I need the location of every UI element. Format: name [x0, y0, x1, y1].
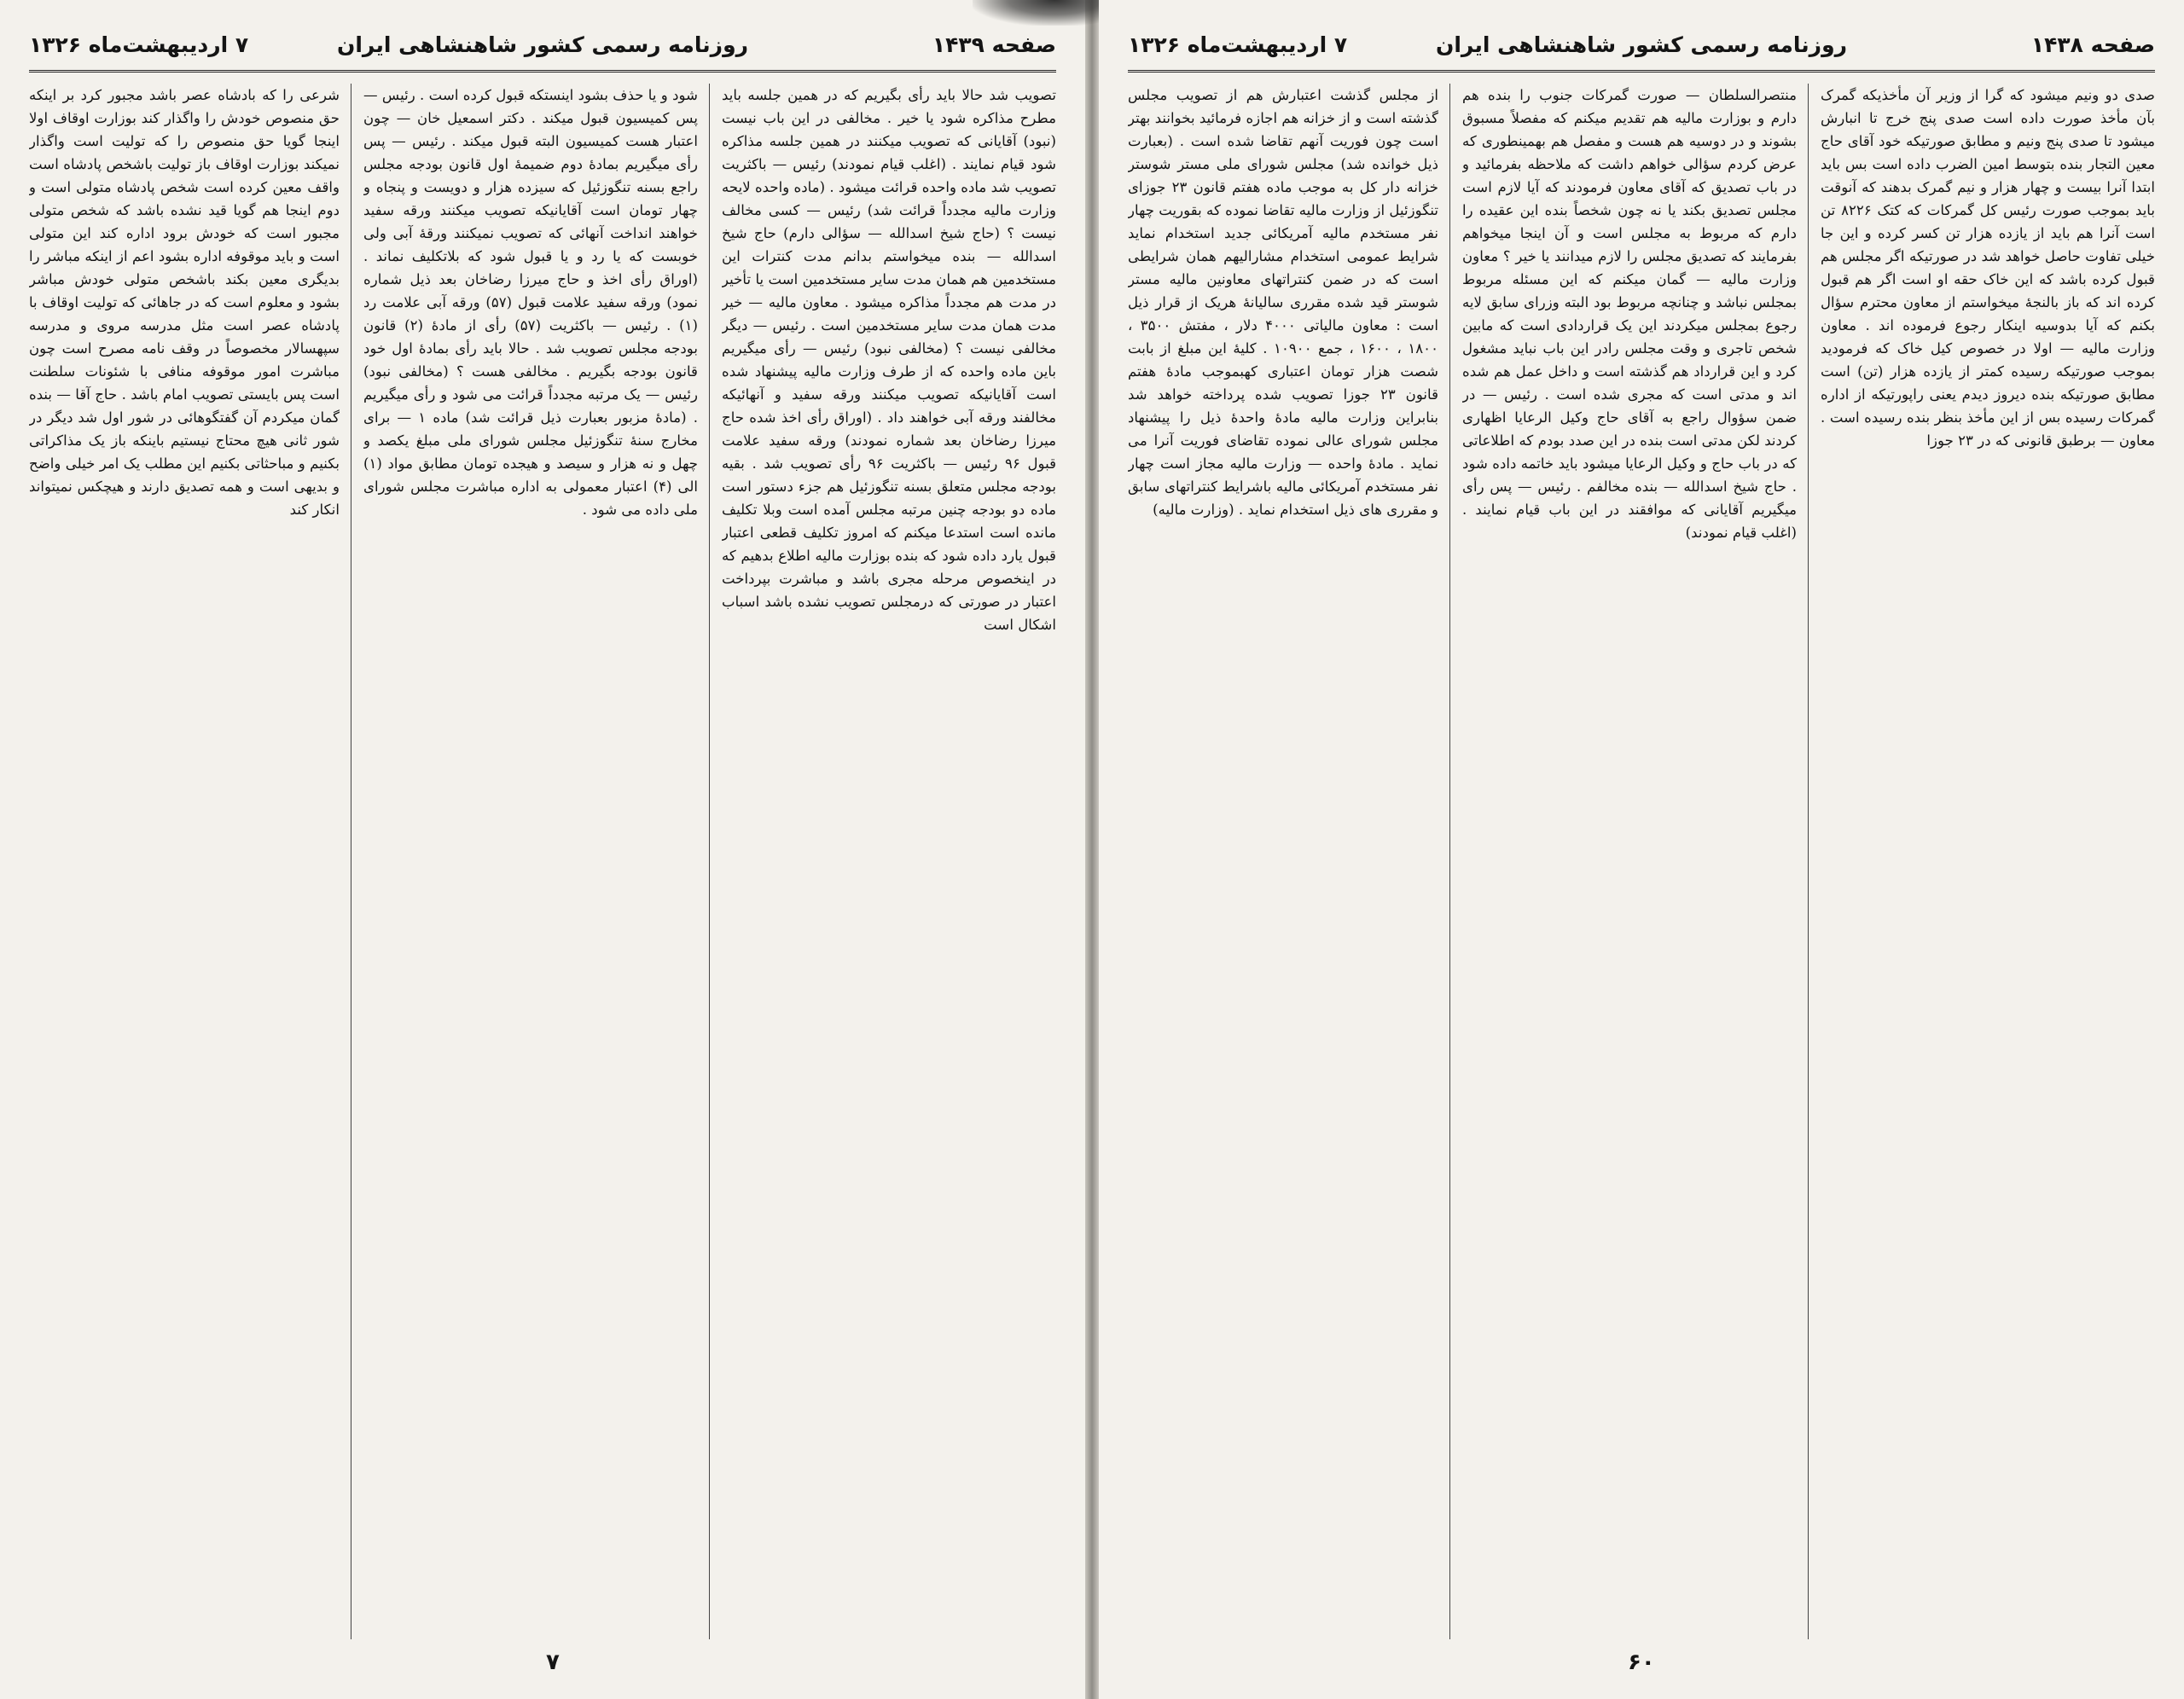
binding-gutter: [1085, 0, 1099, 1699]
right-column-1-text: صدی دو ونیم میشود که گرا از وزیر آن مأخذیکه گمرک بآن مأخذ صورت داده است صدی پنج خرج تا انبارش میشود تا صدی پنج ونیم و مطابق صورتیکه خود آقای حاج معین التجار بنده بتوسط امین الضرب داده است بس باید ابتدا آنرا بیست و چهار هزار و نیم گمرک بدهند که آنوقت باید بموجب صورت رئیس کل گمرکات که کتک ۸۲۲۶ تن است آنرا هم باید از یازده هزار تن کسر کرده و این جا خیلی تفاوت حاصل خواهد شد در صورتیکه اگر مجلس هم قبول کرده باشد که این خاک حقه او است اگر هم قبول کرده اند که باز بالنجهٔ میخواستم از معاون محترم سؤال بکنم که آیا بدوسیه اینکار رجوع فرموده اند . معاون وزارت مالیه — اولا در خصوص کیل خاک که فرمودید بموجب صورتیکه رسیده کمتر از یازده هزار (تن) است مطابق صورتیکه بنده دیروز دیدم یعنی راپورتیکه از اداره گمرکات رسیده بس از این مأخذ بنظر بنده رسیده است . معاون — برطبق قانونی که در ۲۳ جوزا: [1821, 87, 2155, 449]
left-header-title: روزنامه رسمی کشور شاهنشاهی ایران: [336, 32, 749, 57]
left-header-date: ۷ اردیبهشت‌ماه ۱۳۲۶: [29, 32, 249, 57]
right-header-title: روزنامه رسمی کشور شاهنشاهی ایران: [1435, 32, 1848, 57]
right-column-3-text: از مجلس گذشت اعتبارش هم از تصویب مجلس گذشته است و از خزانه هم اجازه فرمائید بخوانند بهتر است چون فوریت آنهم تقاضا شده است . (بعبارت ذیل خوانده شد) مجلس شورای ملی مستر شوستر خزانه دار کل به موجب ماده هفتم قانون ۲۳ جوزای تنگوزئیل از وزارت مالیه تقاضا نموده که بقوریت چهار نفر مستخدم مالیه آمریکائی جدید استخدام نماید شرایط عمومی استخدام مشارالیهم همان شرایطی است که در ضمن کنتراتهای معاونین مالیه مستر شوستر قید شده مقرری سالیانهٔ هریک از قرار ذیل است : معاون مالیاتی ۴۰۰۰ دلار ، مفتش ۳۵۰۰ ، ۱۸۰۰ ، ۱۶۰۰ ، جمع ۱۰۹۰۰ . کلیهٔ این مبلغ از بابت شصت هزار تومان اعتباری کهبموجب مادهٔ هفتم قانون ۲۳ جوزا تصویب شده پرداخته خواهد شد بنابراین وزارت مالیه مادهٔ واحدهٔ ذیل را پیشنهاد مجلس شورای عالی نموده تقاضای فوریت آنرا می نماید . مادهٔ واحده — وزارت مالیه مجاز است چهار نفر مستخدم آمریکائی مالیه باشرایط کنتراتهای سابق و مقرری های ذیل استخدام نماید . (وزارت مالیه): [1128, 87, 1438, 518]
left-column-3: [29, 84, 340, 1639]
left-header-page-label: صفحه ۱۴۳۹: [932, 32, 1056, 57]
left-column-2: [363, 84, 698, 1639]
left-page-folio: ۷: [546, 1650, 560, 1675]
left-column-1-text: تصویب شد حالا باید رأی بگیریم که در همین جلسه باید مطرح مذاکره شود یا خیر . مخالفی در این باب نیست (نبود) آقایانی که تصویب میکنند در همین جلسه مذاکره شود قیام نمایند . (اغلب قیام نمودند) رئیس — باکثریت تصویب شد ماده واحده قرائت میشود . (ماده واحده لایحه وزارت مالیه مجدداً قرائت شد) رئیس — کسی مخالف نیست ؟ (حاج شیخ اسدالله — سؤالی دارم) حاج شیخ اسدالله — بنده میخواستم بدانم مدت کنترات این مستخدمین هم همان مدت سایر مستخدمین است یا تأخیر در مدت هم مجدداً مذاکره میشود . معاون مالیه — خیر مدت همان مدت سایر مستخدمین است . رئیس — دیگر مخالفی نیست ؟ (مخالفی نبود) رئیس — رأی میگیریم باین ماده واحده که از طرف وزارت مالیه پیشنهاد شده است آقایانیکه تصویب میکنند ورقه سفید و آنهائیکه مخالفند ورقه آبی خواهند داد . (اوراق رأی اخذ شده حاج میرزا رضاخان بعد شماره نمودند) ورقه سفید علامت قبول ۹۶ رئیس — باکثریت ۹۶ رأی تصویب شد . بقیه بودجه مجلس متعلق بسنه تنگوزئیل هم جزء دستور است ماده دو بودجه چنین مرتبه مجلس آمده است وبلا تکلیف مانده است استدعا میکنم که امروز تکلیف قطعی اعتبار قبول یارد داده شود که بنده بوزارت مالیه اطلاع بدهیم که در اینخصوص مرحله مجری باشد و مباشرت بپرداخت اعتبار در صورتی که درمجلس تصویب نشده باشد اسباب اشکال است: [722, 87, 1056, 633]
right-page: [1099, 0, 2184, 1699]
left-page: [0, 0, 1085, 1699]
right-columns: [1128, 84, 2155, 1639]
right-column-2-text: منتصرالسلطان — صورت گمرکات جنوب را بنده هم دارم و بوزارت مالیه هم تقدیم میکنم که مفصلاً مسبوق بشوند و در دوسیه هم هست و مفصل هم بهمینطوری که عرض کردم سؤالی خواهم داشت که ملاحظه بفرمائید و در باب تصدیق که آقای معاون فرمودند که آیا لازم است مجلس تصدیق بکند یا نه چون شخصاً بنده این عقیده را دارم که مربوط به مجلس است و آن اینجا میخواهم بفرمایند که تصدیق مجلس را لازم میدانند یا خیر ؟ معاون وزارت مالیه — گمان میکنم که این مسئله مربوط بمجلس نباشد و چنانچه مربوط بود البته وزرای سابق لایه رجوع بمجلس میکردند این یک قراردادی است که مابین شخص تاجری و وقت مجلس رادر این باب نباید مشغول کرد و این قرارداد هم گذشته است و داخل عمل هم شده اند و مدتی است که مجری شده است . رئیس — در ضمن سؤوال راجع به آقای حاج وکیل الرعایا اظهاری کردند لکن مدتی است بنده در این صدد بودم که اطلاعاتی که در باب حاج و وکیل الرعایا میشود باید خاتمه داده شود . حاج شیخ اسدالله — بنده مخالفم . رئیس — پس رأی میگیریم آقایانی که موافقند در این باب قیام نمایند . (اغلب قیام نمودند): [1462, 87, 1797, 541]
right-header-date: ۷ اردیبهشت‌ماه ۱۳۲۶: [1128, 32, 1348, 57]
left-columns: [29, 84, 1056, 1639]
column-divider: [1449, 84, 1450, 1639]
right-column-3: [1128, 84, 1438, 1639]
right-column-2: [1462, 84, 1797, 1639]
left-column-1: [722, 84, 1056, 1639]
binding-ink-stain: [973, 0, 1109, 26]
right-page-header: [1128, 26, 2155, 72]
left-page-header: [29, 26, 1056, 72]
right-page-folio: ۶۰: [1628, 1650, 1655, 1675]
right-header-page-label: صفحه ۱۴۳۸: [2030, 32, 2155, 57]
left-column-2-text: شود و یا حذف بشود اینستکه قبول کرده است . رئیس — پس کمیسیون قبول میکند . دکتر اسمعیل خان — چون اعتبار هست کمیسیون البته قبول میکند . رئیس — پس رأی میگیریم بمادهٔ دوم ضمیمهٔ اول قانون بودجه مجلس راجع بسنه تنگوزئیل که سیزده هزار و دویست و پنجاه و چهار تومان است آقایانیکه تصویب میکنند ورقه سفید خواهند انداخت آنهائی که تصویب نمیکنند ورقهٔ آبی ولی خوبست که یا رد و یا قبول شود که بلاتکلیف نماند . (اوراق رأی اخذ و حاج میرزا رضاخان بعد ذیل شماره نمود) ورقه سفید علامت قبول (۵۷) ورقه آبی علامت رد (۱) . رئیس — باکثریت (۵۷) رأی از مادهٔ (۲) قانون بودجه مجلس تصویب شد . حالا باید رأی بمادهٔ اول خود قانون بودجه بگیریم . مخالفی هست ؟ (مخالفی نبود) رئیس — یک مرتبه مجدداً قرائت می شود و رأی میگیریم . (مادهٔ مزبور بعبارت ذیل قرائت شد) ماده ۱ — برای مخارج سنهٔ تنگوزئیل مجلس شورای ملی مبلغ یکصد و چهل و نه هزار و سیصد و هیجده تومان مطابق مواد (۱) الی (۴) اعتبار معمولی به اداره مباشرت مجلس شورای ملی داده می شود .: [363, 87, 698, 518]
column-divider: [709, 84, 710, 1639]
column-divider: [1808, 84, 1809, 1639]
left-column-3-text: شرعی را که بادشاه عصر باشد مجبور کرد بر اینکه حق منصوص خودش را واگذار کند بوزارت اوقاف اولا اینجا گویا حق منصوص را که تولیت است واگذار نمیکند بوزارت اوقاف باز تولیت باشخص پادشاه است واقف معین کرده است شخص پادشاه متولی است و دوم اینجا هم گویا قید نشده باشد که شخص متولی مجبور است که خودش برود اداره کند این متولی است و باید موقوفه اداره بشود اعم از اینکه مباشر را بدیگری معین بکند باشخص متولی خودش مباشر بشود و معلوم است که در جاهائی که تولیت اوقاف با پادشاه عصر است مثل مدرسه مروی و مدرسه سپهسالار مخصوصاً در وقف نامه مصرح است چون مباشرت امور موقوفه منافی با شئونات سلطنت است پس بایستی تصویب امام باشد . حاج آقا — بنده گمان میکردم آن گفتگوهائی در شور اول شد دیگر در شور ثانی هیچ محتاج نیستیم باینکه باز یک مذاکراتی بکنیم و مباحثاتی بکنیم این مطلب یک امر خیلی واضح و بدیهی است و همه تصدیق دارند و هیچکس نمیتواند انکار کند: [29, 87, 340, 518]
right-column-1: [1821, 84, 2155, 1639]
